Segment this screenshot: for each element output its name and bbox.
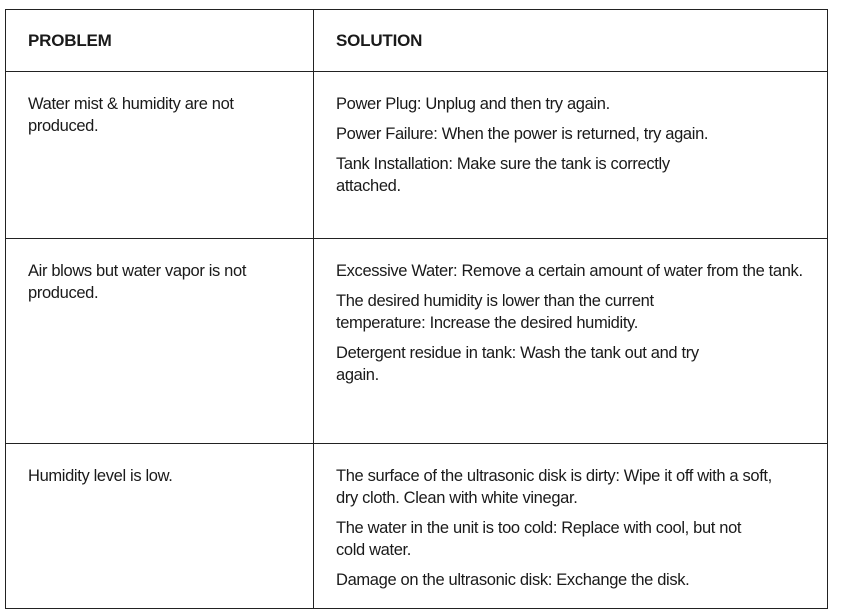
solution-cell — [314, 72, 827, 238]
table-row — [6, 444, 827, 609]
solution-item: Power Plug: Unplug and then try again. — [336, 95, 610, 113]
table-row — [6, 72, 827, 239]
table-row — [6, 239, 827, 444]
solution-item: Power Failure: When the power is returned, try again. — [336, 125, 709, 143]
problem-cell: Water mist & humidity are not produced. — [6, 72, 314, 238]
solution-item: Excessive Water: Remove a certain amount of water from the tank. — [336, 262, 803, 280]
solution-item: The water in the unit is too cold: Replace with cool, but not cold water. — [336, 519, 742, 559]
solution-cell — [314, 444, 827, 608]
problem-cell: Humidity level is low. — [6, 444, 314, 608]
solution-item: The surface of the ultrasonic disk is dirty: Wipe it off with a soft, dry cloth. Clean with white vinegar. — [336, 467, 772, 507]
solution-item: Detergent residue in tank: Wash the tank out and try again. — [336, 344, 699, 384]
solution-item: Damage on the ultrasonic disk: Exchange the disk. — [336, 571, 690, 589]
problem-cell: Air blows but water vapor is not produced. — [6, 239, 314, 443]
troubleshooting-table — [5, 9, 828, 609]
solution-header: SOLUTION — [336, 31, 423, 50]
solution-item: Tank Installation: Make sure the tank is correctly attached. — [336, 155, 670, 195]
solution-cell — [314, 239, 827, 443]
table-header — [6, 10, 827, 72]
problem-header: PROBLEM — [6, 10, 314, 71]
solution-item: The desired humidity is lower than the current temperature: Increase the desired humidity. — [336, 292, 654, 332]
